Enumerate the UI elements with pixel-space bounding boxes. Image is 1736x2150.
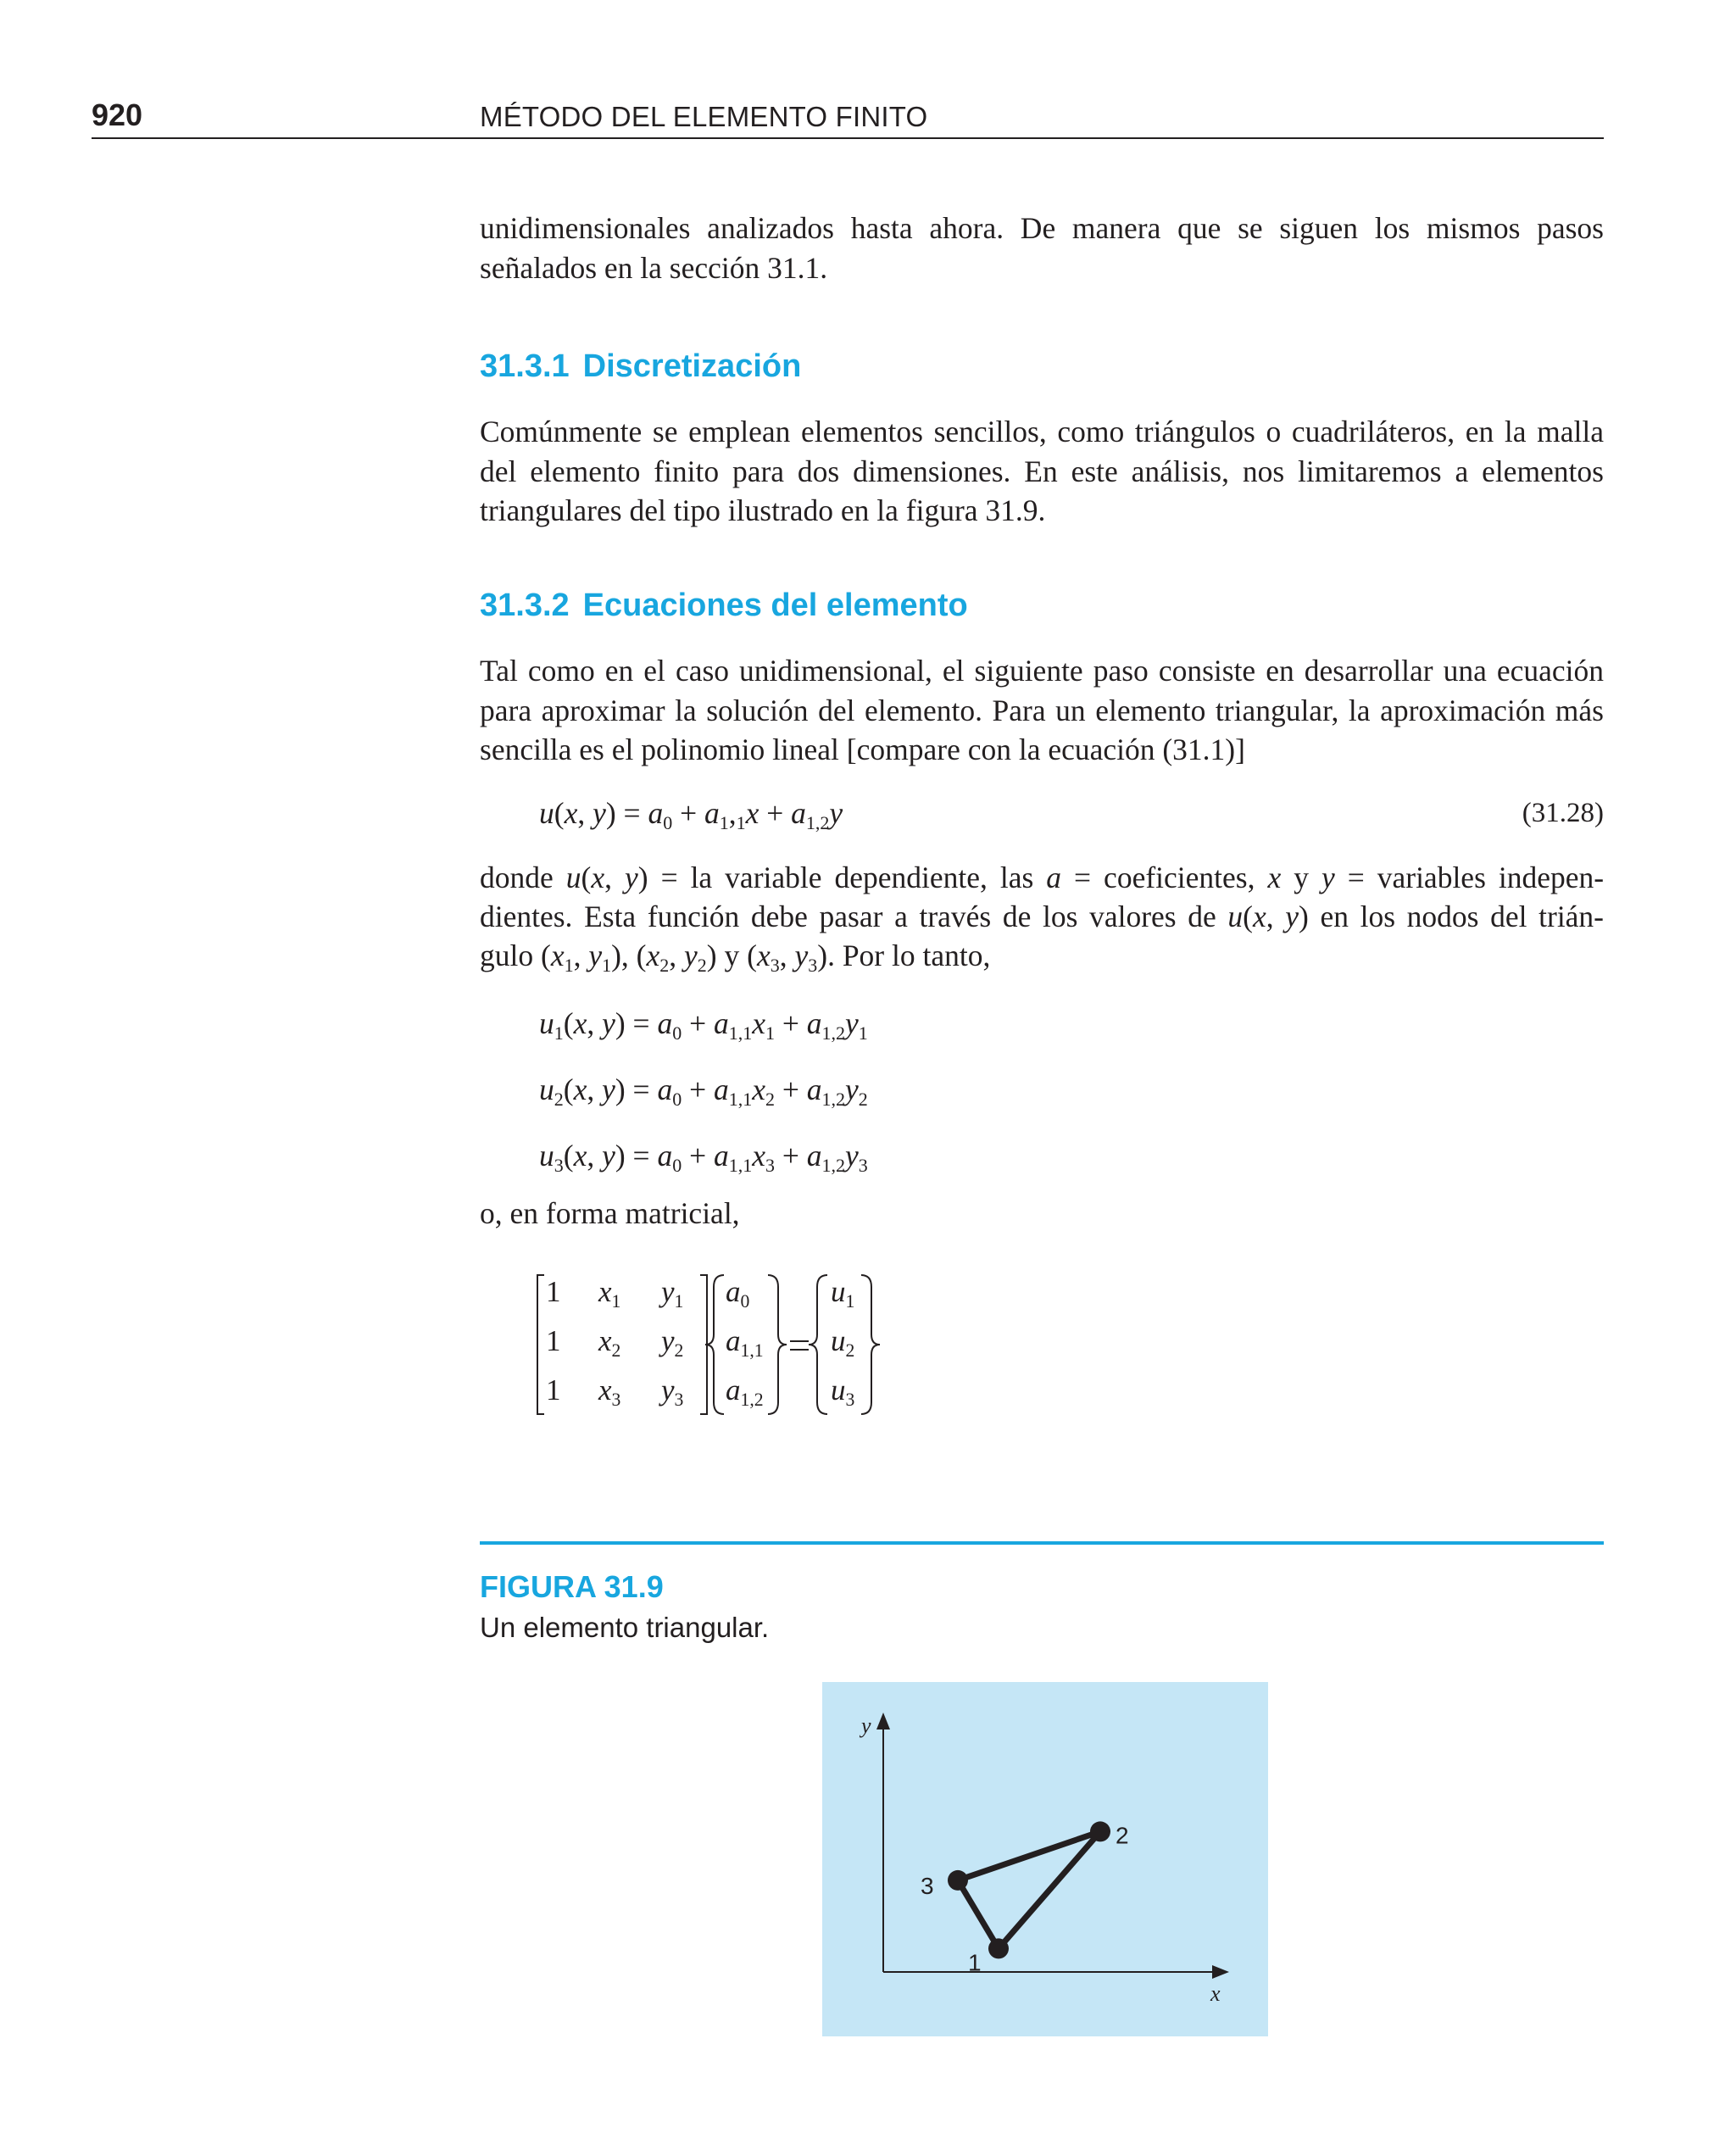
- header-rule: [92, 137, 1604, 139]
- matrix-equation: 1 $x_1$ $y_1$ 1 $x_2$ $y_2$ 1 $x_3$ $y_3$ $a_0$ $a_{1,1}$ $a_{1,2}$ $u_1$ $u_2$ $u_3$: [534, 1270, 890, 1419]
- section-heading-discretizacion: [480, 346, 801, 387]
- equation-number: (31.28): [1522, 798, 1604, 828]
- intro-paragraph: unidimensionales analizados hasta ahora. De manera que se siguen los mismos pasos señalados en la sección 31.1.: [480, 211, 1604, 285]
- node-1: [988, 1938, 1009, 1958]
- figure-rule: [480, 1541, 1604, 1545]
- nodal-equation-3: $u_3(x$, $y) = a_0 + a_{1,1}x_3 + a_{1,2}y_3$: [539, 1139, 868, 1177]
- definitions-line-2: dientes. Esta función debe pasar a través de los valores de u(x, y) en los nodos del trián-: [480, 900, 1605, 933]
- triangle-element: [921, 1821, 1129, 1975]
- figure-caption: Un elemento triangular.: [480, 1612, 770, 1643]
- matrix-intro: o, en forma matricial,: [480, 1196, 740, 1230]
- x-axis-label: x: [1210, 1981, 1221, 2006]
- triangular-element-figure: [822, 1682, 1268, 2036]
- section-title: Discretización: [582, 348, 802, 384]
- section-title: Ecuaciones del elemento: [582, 588, 968, 623]
- section-number: 31.3.1: [480, 348, 570, 384]
- node-3: [948, 1870, 968, 1891]
- y-axis-label: y: [861, 1713, 871, 1738]
- discretizacion-paragraph: Comúnmente se emplean elementos sencillos, como triángulos o cuadriláteros, en la malla del elemento finito para dos dimensiones. En este análisis, nos limitaremos a elementos triangulares del tipo ilustrado en la figura 31.9.: [480, 415, 1604, 527]
- running-title: MÉTODO DEL ELEMENTO FINITO: [480, 101, 928, 132]
- ecuaciones-paragraph: Tal como en el caso unidimensional, el siguiente paso consiste en desarrollar una ecuación para aproximar la solución del elemento. Para un elemento triangular, la aproximación más sencilla es el polinomio lineal [compare con la ecuación (31.1)]: [480, 654, 1604, 766]
- section-heading-ecuaciones: [480, 585, 968, 626]
- node-label-2: 2: [1116, 1822, 1129, 1849]
- node-2: [1090, 1821, 1110, 1841]
- equation-31-28: u(x, $y) = a_0 + a_1,_1x + a_{1,2}y$: [539, 796, 843, 834]
- node-label-1: 1: [968, 1949, 982, 1976]
- section-number: 31.3.2: [480, 588, 570, 623]
- figure-label: FIGURA 31.9: [480, 1569, 664, 1604]
- figure-canvas: [822, 1682, 1268, 2036]
- node-label-3: 3: [921, 1872, 934, 1899]
- nodal-equation-2: $u_2(x$, $y) = a_0 + a_{1,1}x_2 + a_{1,2}y_2$: [539, 1072, 868, 1111]
- definitions-line-1: donde u(x, y) = la variable dependiente, las a = coeficientes, x y y = variables indepen-: [480, 861, 1605, 894]
- page-number: 920: [92, 97, 143, 132]
- triangle-edges: [958, 1831, 1100, 1948]
- definitions-line-3: gulo ($x_1$, $y_1$), ($x_2$, $y_2$) y ($x_3$, $y_3$). Por lo tanto,: [480, 939, 991, 977]
- nodal-equation-1: $u_1(x$, $y) = a_0 + a_{1,1}x_1 + a_{1,2}y_1$: [539, 1006, 868, 1044]
